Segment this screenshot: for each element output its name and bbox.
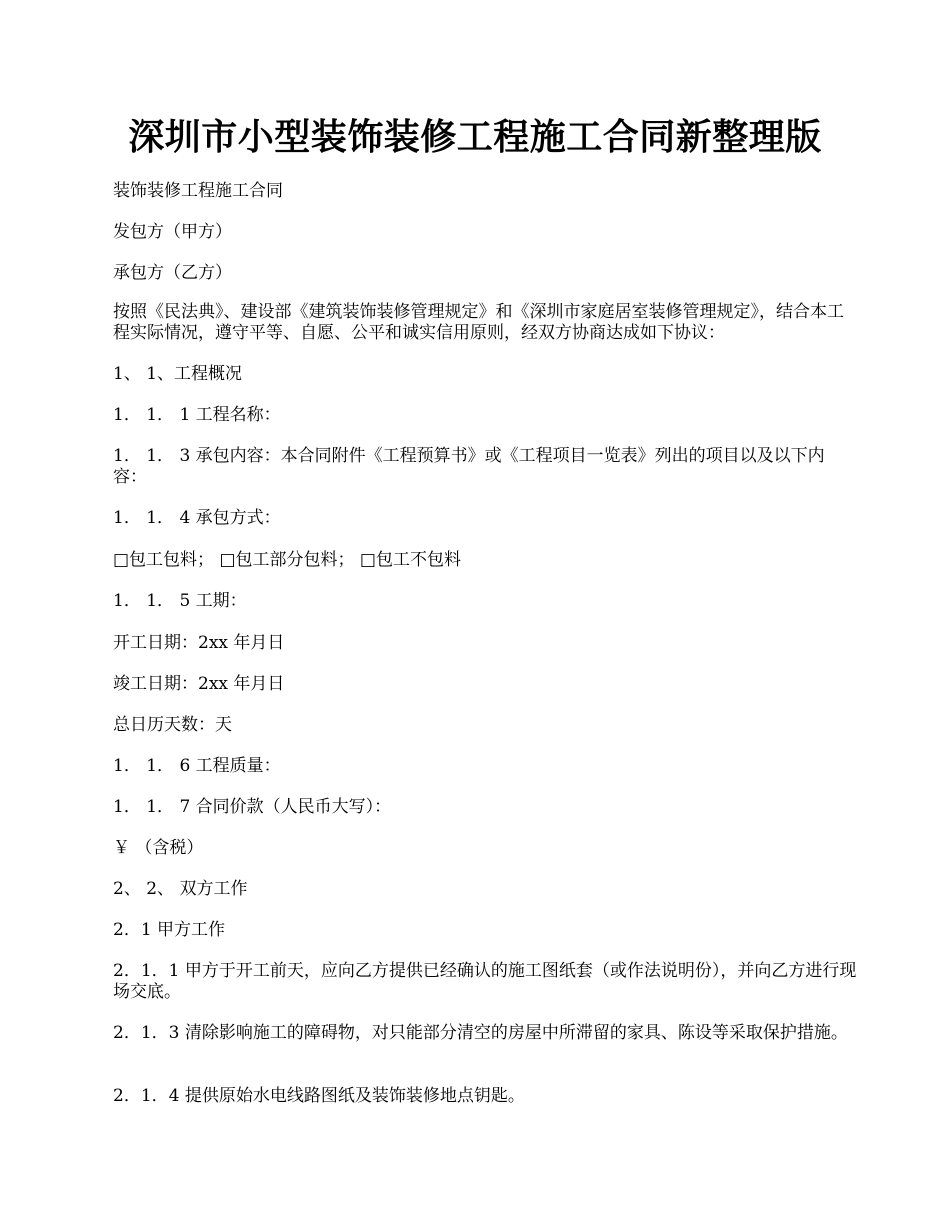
paragraph-2-1-4: 2．1．4 提供原始水电线路图纸及装饰装修地点钥匙。 [113, 1086, 525, 1106]
paragraph-2-1: 2．1 甲方工作 [113, 920, 226, 940]
paragraph-1-1-1: 1． 1． 1 工程名称： [113, 405, 281, 425]
paragraph-price: ￥ （含税） [113, 838, 204, 858]
paragraph-1-1-5: 1． 1． 5 工期： [113, 591, 247, 611]
paragraph-1-1-7: 1． 1． 7 合同价款（人民币大写）： [113, 797, 392, 817]
paragraph-section-1: 1、 1、工程概况 [113, 364, 243, 384]
paragraph-section-2: 2、 2、 双方工作 [113, 879, 248, 899]
paragraph-total-days: 总日历天数：天 [113, 715, 232, 735]
paragraph-1-1-3: 1． 1． 3 承包内容：本合同附件《工程预算书》或《工程项目一览表》列出的项目以及以下内容： [113, 446, 825, 487]
paragraph-1-1-4: 1． 1． 4 承包方式： [113, 508, 281, 528]
paragraph-contract-name: 装饰装修工程施工合同 [113, 181, 283, 201]
paragraph-end-date: 竣工日期：2xx 年月日 [113, 674, 285, 694]
paragraph-2-1-1: 2．1．1 甲方于开工前天，应向乙方提供已经确认的施工图纸套（或作法说明份），并向乙方进行现场交底。 [113, 961, 857, 1002]
paragraph-preamble: 按照《民法典》、建设部《建筑装饰装修管理规定》和《深圳市家庭居室装修管理规定》，结合本工程实际情况，遵守平等、自愿、公平和诚实信用原则，经双方协商达成如下协议： [113, 302, 844, 343]
paragraph-1-1-6: 1． 1． 6 工程质量： [113, 756, 281, 776]
paragraph-party-a: 发包方（甲方） [113, 222, 232, 242]
paragraph-party-b: 承包方（乙方） [113, 263, 232, 283]
document-title: 深圳市小型装饰装修工程施工合同新整理版 [128, 116, 822, 158]
paragraph-start-date: 开工日期：2xx 年月日 [113, 633, 285, 653]
paragraph-contract-options: □包工包料； □包工部分包料； □包工不包料 [113, 550, 461, 570]
paragraph-2-1-3: 2．1．3 清除影响施工的障碍物，对只能部分清空的房屋中所滞留的家具、陈设等采取保护措施。 [113, 1023, 848, 1043]
